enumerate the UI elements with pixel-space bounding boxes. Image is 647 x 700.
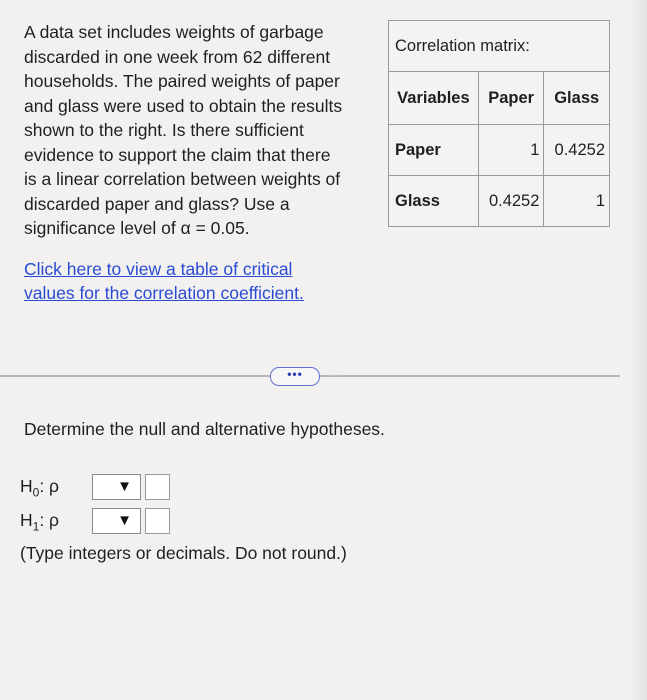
correlation-matrix-caption: Correlation matrix: xyxy=(389,21,610,72)
critical-values-link-line2[interactable]: values for the correlation coefficient. xyxy=(24,283,304,303)
h0-value-input[interactable] xyxy=(145,474,170,500)
expand-more-button[interactable]: ••• xyxy=(270,367,320,386)
problem-line: and glass were used to obtain the results xyxy=(24,95,343,116)
input-hint: (Type integers or decimals. Do not round.) xyxy=(20,543,347,563)
critical-values-link[interactable] xyxy=(24,257,354,305)
h1-value-input[interactable] xyxy=(145,508,170,534)
question-prompt: Determine the null and alternative hypotheses. xyxy=(24,419,385,439)
h0-subscript: 0 xyxy=(32,485,40,500)
h1-operator-dropdown[interactable] xyxy=(92,508,141,534)
cell-glass-glass: 1 xyxy=(544,176,610,227)
problem-line: is a linear correlation between weights of xyxy=(24,169,341,189)
problem-line: households. The paired weights of paper xyxy=(24,71,340,91)
problem-line: discarded in one week from 62 different xyxy=(24,46,331,67)
alternative-hypothesis-label xyxy=(20,510,59,534)
dropdown-arrow-icon: ▼ xyxy=(117,512,132,529)
null-hypothesis-label xyxy=(20,476,59,500)
row-label-paper: Paper xyxy=(389,125,479,176)
problem-line: evidence to support the claim that there xyxy=(24,144,331,165)
dropdown-arrow-icon: ▼ xyxy=(117,478,132,495)
page-edge-shade xyxy=(629,0,647,700)
problem-line: shown to the right. Is there sufficient xyxy=(24,120,304,140)
h0-rho: : ρ xyxy=(39,476,60,496)
critical-values-link-line1[interactable]: Click here to view a table of critical xyxy=(24,259,293,279)
h1-subscript: 1 xyxy=(32,519,40,534)
problem-line: A data set includes weights of garbage xyxy=(24,22,324,42)
problem-line: significance level of α = 0.05. xyxy=(24,218,250,238)
problem-statement xyxy=(24,20,384,241)
column-header-variables: Variables xyxy=(389,72,479,125)
table-row xyxy=(389,125,610,176)
problem-line: discarded paper and glass? Use a xyxy=(24,193,290,214)
faded-ellipsis-icon: ⋯ xyxy=(328,368,340,382)
row-label-glass: Glass xyxy=(389,176,479,227)
cell-glass-paper: 0.4252 xyxy=(478,176,544,227)
h1-symbol: H xyxy=(20,510,33,530)
table-row xyxy=(389,176,610,227)
column-header-paper: Paper xyxy=(478,72,544,125)
correlation-matrix-table xyxy=(388,20,610,227)
h0-symbol: H xyxy=(20,476,33,496)
h1-rho: : ρ xyxy=(39,510,60,530)
cell-paper-paper: 1 xyxy=(478,125,544,176)
column-header-glass: Glass xyxy=(544,72,610,125)
cell-paper-glass: 0.4252 xyxy=(544,125,610,176)
h0-operator-dropdown[interactable] xyxy=(92,474,141,500)
